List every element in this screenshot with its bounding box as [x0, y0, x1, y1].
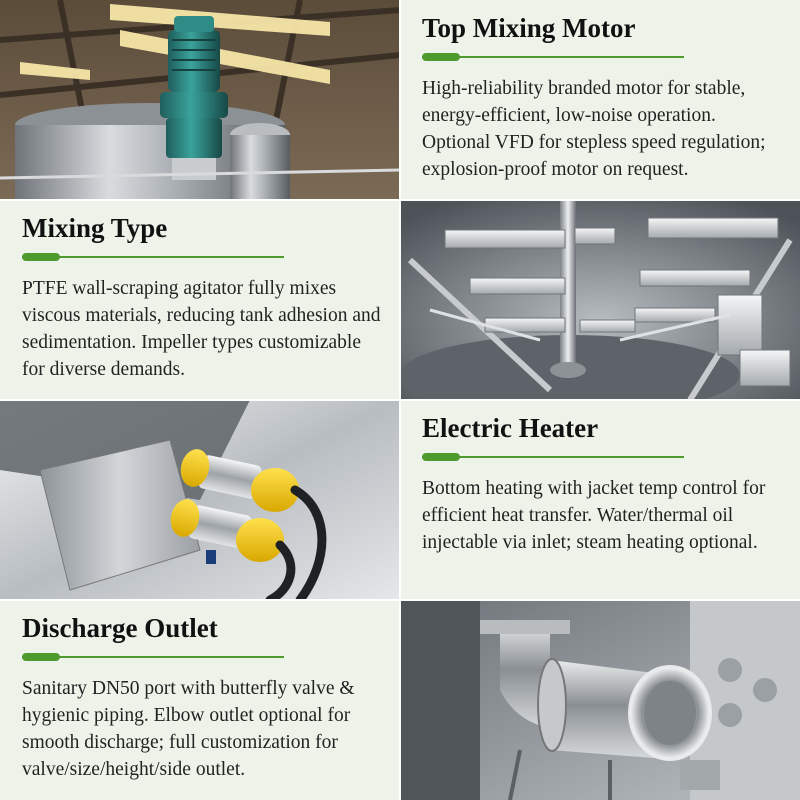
- heater-photo: [0, 400, 400, 600]
- grid-divider-horizontal: [0, 199, 800, 201]
- section-description: Sanitary DN50 port with butterfly valve & hygienic piping. Elbow outlet optional for smooth discharge; full customization for valve/size/height/side outlet.: [22, 677, 355, 780]
- accent-rule: [22, 253, 284, 261]
- accent-rule: [422, 53, 684, 61]
- section-title: Mixing Type: [22, 213, 168, 243]
- section-description: Bottom heating with jacket temp control for efficient heat transfer. Water/thermal oil injectable via inlet; steam heating optional.: [422, 477, 766, 553]
- section-title: Electric Heater: [422, 413, 599, 443]
- section-description: PTFE wall-scraping agitator fully mixes viscous materials, reducing tank adhesion and sedimentation. Impeller types customizable for diverse demands.: [22, 277, 381, 380]
- outlet-photo: [400, 600, 800, 800]
- section-discharge-outlet: [0, 600, 400, 800]
- section-title: Discharge Outlet: [22, 613, 218, 643]
- section-mixing-type: [0, 200, 400, 400]
- agitator-photo: [400, 200, 800, 400]
- section-electric-heater: [400, 400, 800, 600]
- section-description: High-reliability branded motor for stable, energy-efficient, low-noise operation. Optional VFD for stepless speed regulation; explosion-proof motor on request.: [422, 77, 766, 180]
- section-top-mixing-motor: [400, 0, 800, 200]
- motor-photo: [0, 0, 400, 200]
- grid-divider-horizontal: [0, 399, 800, 401]
- accent-rule: [22, 653, 284, 661]
- grid-divider-horizontal: [0, 599, 800, 601]
- accent-rule: [422, 453, 684, 461]
- section-title: Top Mixing Motor: [422, 13, 636, 43]
